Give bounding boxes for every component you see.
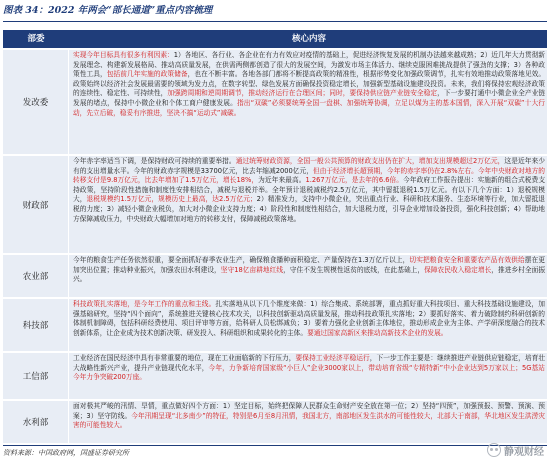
department-cell: 发改委 xyxy=(3,50,69,154)
title-rule xyxy=(3,21,547,22)
highlighted-text: 坚守18亿亩耕地红线 xyxy=(220,265,284,274)
table-row xyxy=(3,50,547,154)
highlighted-text: 指出“双碳”必须要统筹全国一盘棋、加强统筹协调，立足以煤为主的基本国情，深入开展“双碳”十大行动，先立后破，稳妥有序推进，坚决不搞“运动式”减碳。 xyxy=(73,98,545,117)
content-text: 摆在更加突出位置；推动种业振兴，加强农田水利建设， xyxy=(73,256,546,274)
content-text: ，也在不断丰富。各地各部门都将不断提高政策的精准性，根据形势变化加强政策调节，扎实有效地推动政策落地见效。政策始终以经济社会发展最需要的领域为发力点，在数字转型、绿色发展方面确保投资稳定增长，加强新型基础设施建设投资。未来，我们将保持宏观经济政策的连续性、稳定性、可持续性， xyxy=(73,70,546,98)
highlighted-text: 通过统筹财政资源，全国一般公共预算的财政支出仍在扩大，增加支出规模超过2万亿元， xyxy=(235,157,505,165)
highlighted-text: 但由于经济增长超预期，今年的赤字率仍在2.8%左右。今年中央财政对地方的转移支付是9.8万亿元，比去年增加了1.5万亿元，增长18%， xyxy=(73,166,545,185)
department-cell: 财政部 xyxy=(3,156,69,253)
content-text: 今年的粮食生产任务依然很重，要全面抓好春季农业生产，确保粮食播种面积稳定、产量保持在1.3万亿斤以上， xyxy=(73,256,410,264)
content-text: 1）各地区、各行业、各企业在有力有效应对疫情的基础上，促进经济恢复发展的机制办法越来越成熟；2）近几年大力贯彻新发展理念、构建新发展格局、推动高质量发展，在供需两侧都创造了很大的发展空间，为激发市场主体活力、继续克服困难挑战提供了强劲的支撑；3）各种政策性工具， xyxy=(73,51,545,79)
highlighted-text: 要保持工业经济平稳运行 xyxy=(295,354,370,362)
content-cell xyxy=(73,300,545,338)
table-row xyxy=(3,299,547,351)
highlighted-text: 切实把粮食安全和重要农产品有效供给 xyxy=(409,256,525,264)
source-note: 资料来源：中国政府网，国盛证券研究所 xyxy=(3,449,129,457)
content-text: ，下一步工作主要是：继续推进产业链供应链稳定，培育壮大战略性新兴产业，提升产业链现代化水平， xyxy=(73,354,546,372)
highlighted-text: 今年，力争新培育国家级“小巨人”企业3000家以上，带动培育省级“专精特新”中小企业达到5万家以上； xyxy=(208,363,522,372)
content-text: 扎实落地从以下几个维度来做：1）综合集成、系统部署，重点抓好重大科技项目、重大科技基础设施建设，加强基础研究，坚持“四个面向”，系统推进关键核心技术攻关，以科技创新驱动高质量发展，推动科技政策扎实落地；2）要抓好落实、着力破除制约科研创新的体制机制障碍，包括科研经费使用、项目评审等方面，给科研人员松绑减负；3）要着力强化企业创新主体地位，推动形成企业为主体、产学研深度融合的技术创新体系，让企业成为技术创新决策、研发投入、科研组织和成果转化的主体。 xyxy=(73,300,545,337)
highlighted-text: 包括前几年实施的政策储备 xyxy=(106,70,188,79)
highlighted-text: 要通过国家高新区来推动高新技术企业的发展。 xyxy=(307,328,448,337)
bottom-rule xyxy=(3,445,547,446)
table-row xyxy=(3,401,547,443)
department-cell: 水利部 xyxy=(3,401,69,443)
content-text: ，推进乡村全面振兴。 xyxy=(73,265,546,284)
highlighted-text: 实现今年目标具有很多有利因素： xyxy=(73,51,174,59)
wechat-icon xyxy=(487,443,501,457)
content-cell xyxy=(73,157,545,224)
content-text: 面对极其严峻的汛情、旱情，重点做好四个方面：1）坚定目标，始终把保障人民群众生命财产安全放在第一位；2）坚持“四预”，加强预报、预警、预演、预案；3）坚守防线。 xyxy=(73,402,545,420)
header-department: 部委 xyxy=(27,34,45,44)
table-row xyxy=(3,353,547,399)
content-text: 这是近年来少有的支出增量水平。今年的财政赤字规模是33700亿元，比去年缩减2000亿元， xyxy=(73,157,546,175)
highlighted-text: 今年汛期呈现“北多南少”的特征，特别是6月至8月汛情，我国北方，南部地区发生洪水的可能性较大，北部大于南部，华北地区发生洪涝灾害的可能性较大。 xyxy=(73,411,545,430)
header-core-content: 核心内容 xyxy=(291,34,326,44)
highlighted-text: 保障农民收入稳定增长 xyxy=(424,265,492,274)
table-header xyxy=(3,30,547,48)
department-cell: 农业部 xyxy=(3,255,69,297)
highlighted-text: 1.267万亿元，是去年的6.6倍。 xyxy=(305,176,404,185)
highlighted-text: 退税规模约1.5万亿元，规模历史上最高，达2.5万亿元； xyxy=(86,195,257,204)
highlighted-text: 科技政策扎实落地，是今年工作的重点和主线。 xyxy=(73,300,216,308)
highlighted-text: 5G基站今年力争突破200万座。 xyxy=(73,363,545,382)
department-cell: 科技部 xyxy=(3,299,69,351)
table-row xyxy=(3,156,547,253)
watermark-text: 静观财经 xyxy=(504,446,544,458)
content-cell xyxy=(73,256,545,285)
key-content-table xyxy=(3,30,547,443)
content-text: ，守住不发生规模性返贫的底线，在此基础上， xyxy=(283,265,425,274)
highlighted-text: 加强跨周期和逆周期调节，推动经济运行在合理区间；同时，要保持供应链产业链安全稳定 xyxy=(167,89,438,98)
content-text: 今年政府工作报告提出：实施新的组合式税费支持政策，坚持阶段性措施和制度性安排相结合，减税与退税并举。全年预计退税减税约2.5万亿元，其中留抵退税1.5万亿元。有以下几个方面：1）退税规模大， xyxy=(73,176,546,204)
table-row xyxy=(3,255,547,297)
content-text: 今年赤字率适当下调，是保持财政可持续的重要举措。 xyxy=(73,157,236,165)
department-cell: 工信部 xyxy=(3,353,69,399)
content-text: 2）精准发力，支持中小微企业，突出重点行业、科研和技术服务、生态环境等行业，加大留抵退税的力度；3）减轻小微企业税负，加大对小微企业支持力度；4）阶段性和制度性相结合，加大退税力度，引导企业增加设备投资，强化科技创新；4）帮助地方保障减收压力，中央财政大幅增加对地方的转移支付，保障减税政策落地。 xyxy=(73,195,545,223)
content-cell xyxy=(73,51,545,118)
content-text: 工业经济在国民经济中具有非常重要的地位，现在工业面临新的下行压力， xyxy=(73,354,296,362)
watermark xyxy=(487,441,544,459)
content-text: 为近年来最高。 xyxy=(258,176,306,185)
content-cell xyxy=(73,354,545,383)
content-text: ，下一步要打通中小微企业全产业链发展的堵点，保持中小微企业和个体工商户健康发展。 xyxy=(73,89,546,107)
content-cell xyxy=(73,402,545,431)
figure-title: 图表 34：2022 年两会“部长通道”重点内容梳理 xyxy=(3,5,213,16)
